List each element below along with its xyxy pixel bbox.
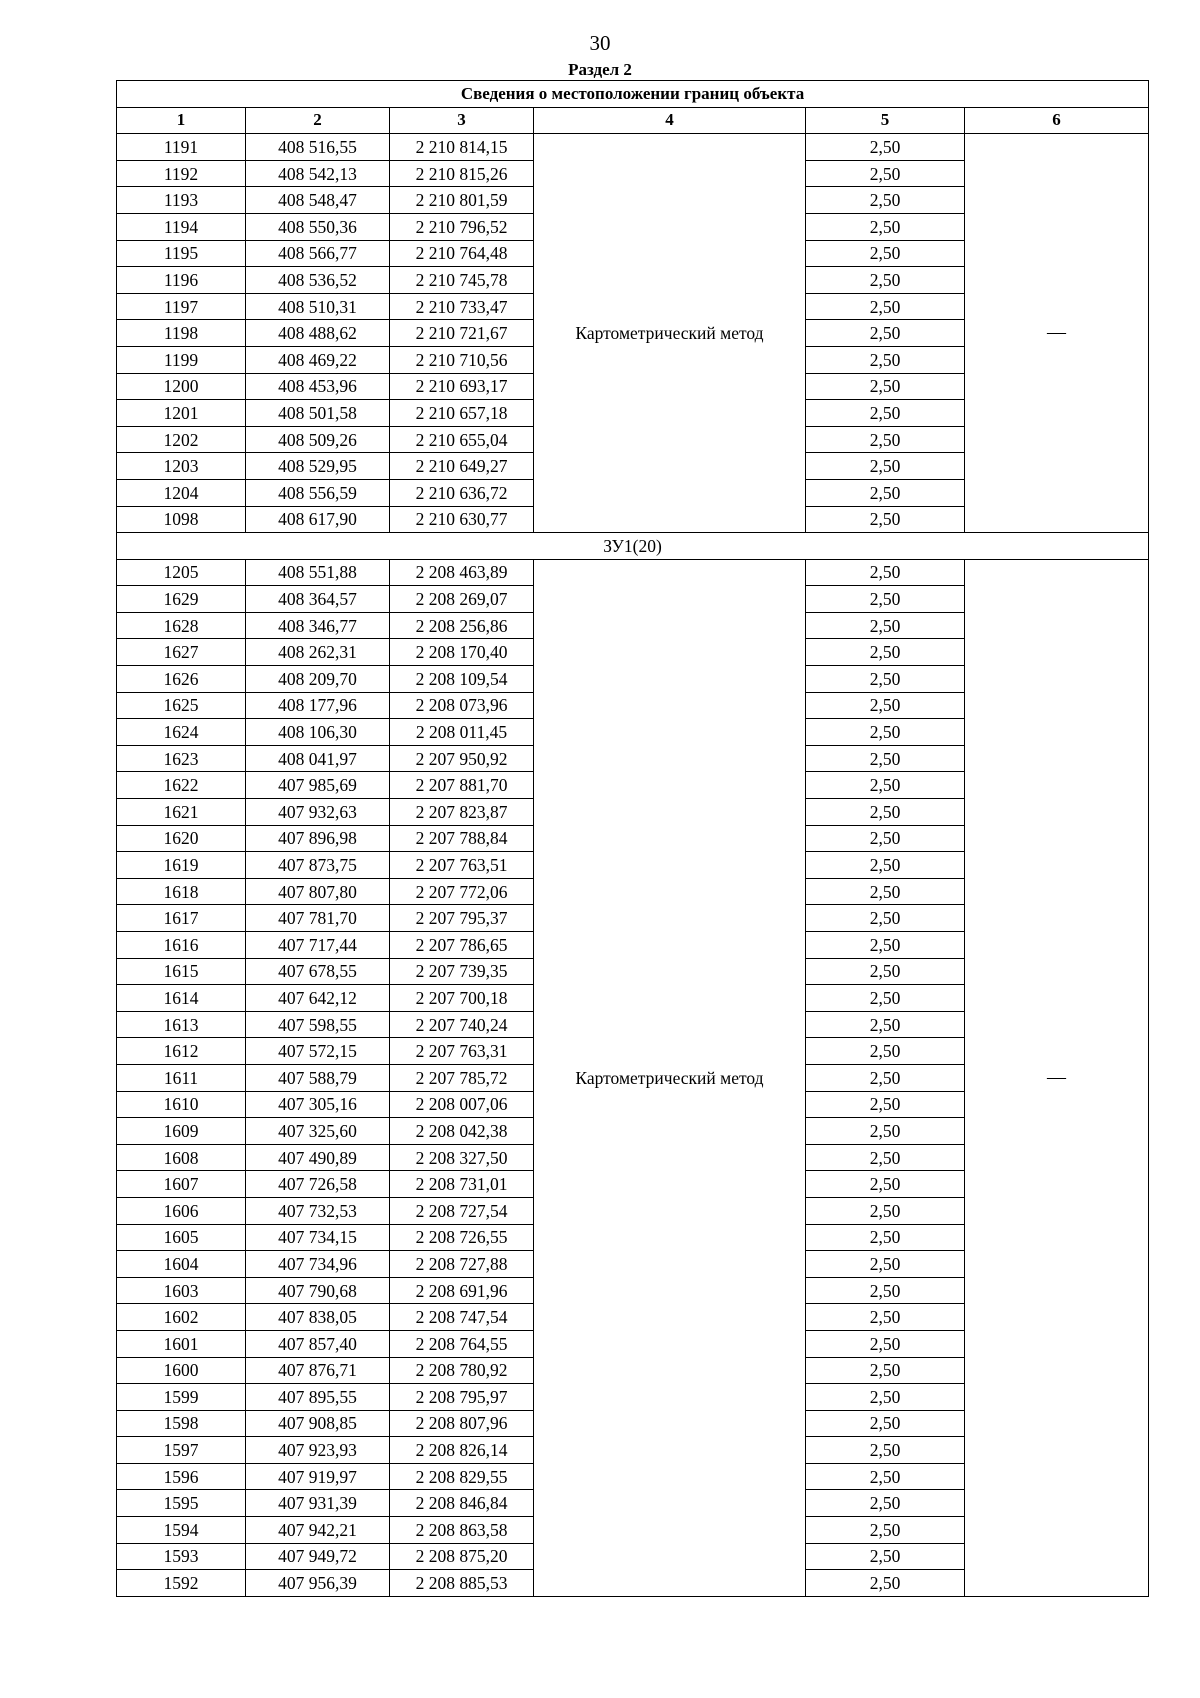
x-coordinate: 408 177,96	[246, 692, 390, 719]
point-number: 1607	[117, 1171, 246, 1198]
x-coordinate: 408 488,62	[246, 320, 390, 347]
point-number: 1202	[117, 426, 246, 453]
point-number: 1611	[117, 1064, 246, 1091]
x-coordinate: 407 838,05	[246, 1304, 390, 1331]
group-label: ЗУ1(20)	[117, 533, 1149, 560]
accuracy-value: 2,50	[806, 187, 965, 214]
point-number: 1609	[117, 1118, 246, 1145]
y-coordinate: 2 208 846,84	[390, 1490, 534, 1517]
point-number: 1624	[117, 719, 246, 746]
accuracy-value: 2,50	[806, 1304, 965, 1331]
point-number: 1197	[117, 293, 246, 320]
y-coordinate: 2 210 630,77	[390, 506, 534, 533]
point-number: 1606	[117, 1197, 246, 1224]
x-coordinate: 407 734,96	[246, 1251, 390, 1278]
y-coordinate: 2 210 693,17	[390, 373, 534, 400]
accuracy-value: 2,50	[806, 559, 965, 586]
point-number: 1196	[117, 267, 246, 294]
x-coordinate: 407 732,53	[246, 1197, 390, 1224]
y-coordinate: 2 207 763,31	[390, 1038, 534, 1065]
accuracy-value: 2,50	[806, 958, 965, 985]
table-header-row	[117, 107, 1149, 134]
y-coordinate: 2 208 007,06	[390, 1091, 534, 1118]
column-header: 1	[117, 107, 246, 134]
point-number: 1199	[117, 346, 246, 373]
y-coordinate: 2 210 721,67	[390, 320, 534, 347]
point-number: 1198	[117, 320, 246, 347]
accuracy-value: 2,50	[806, 1224, 965, 1251]
y-coordinate: 2 207 788,84	[390, 825, 534, 852]
point-number: 1625	[117, 692, 246, 719]
accuracy-value: 2,50	[806, 1091, 965, 1118]
column-header: 5	[806, 107, 965, 134]
y-coordinate: 2 208 170,40	[390, 639, 534, 666]
y-coordinate: 2 210 801,59	[390, 187, 534, 214]
point-number: 1626	[117, 666, 246, 693]
accuracy-value: 2,50	[806, 213, 965, 240]
y-coordinate: 2 207 700,18	[390, 985, 534, 1012]
table-row	[117, 134, 1149, 161]
accuracy-value: 2,50	[806, 719, 965, 746]
accuracy-value: 2,50	[806, 1517, 965, 1544]
y-coordinate: 2 207 739,35	[390, 958, 534, 985]
point-number: 1629	[117, 586, 246, 613]
point-number: 1601	[117, 1330, 246, 1357]
accuracy-value: 2,50	[806, 905, 965, 932]
point-number: 1603	[117, 1277, 246, 1304]
y-coordinate: 2 207 772,06	[390, 878, 534, 905]
point-number: 1191	[117, 134, 246, 161]
y-coordinate: 2 208 829,55	[390, 1463, 534, 1490]
point-number: 1610	[117, 1091, 246, 1118]
accuracy-value: 2,50	[806, 1463, 965, 1490]
y-coordinate: 2 208 875,20	[390, 1543, 534, 1570]
y-coordinate: 2 208 863,58	[390, 1517, 534, 1544]
point-number: 1605	[117, 1224, 246, 1251]
accuracy-value: 2,50	[806, 1171, 965, 1198]
y-coordinate: 2 210 657,18	[390, 400, 534, 427]
x-coordinate: 408 469,22	[246, 346, 390, 373]
x-coordinate: 408 364,57	[246, 586, 390, 613]
x-coordinate: 408 346,77	[246, 612, 390, 639]
x-coordinate: 407 956,39	[246, 1570, 390, 1597]
y-coordinate: 2 210 814,15	[390, 134, 534, 161]
point-number: 1613	[117, 1011, 246, 1038]
accuracy-value: 2,50	[806, 1330, 965, 1357]
point-number: 1620	[117, 825, 246, 852]
y-coordinate: 2 208 256,86	[390, 612, 534, 639]
accuracy-value: 2,50	[806, 745, 965, 772]
point-number: 1204	[117, 479, 246, 506]
x-coordinate: 407 896,98	[246, 825, 390, 852]
accuracy-value: 2,50	[806, 240, 965, 267]
x-coordinate: 408 529,95	[246, 453, 390, 480]
y-coordinate: 2 207 950,92	[390, 745, 534, 772]
x-coordinate: 407 588,79	[246, 1064, 390, 1091]
accuracy-value: 2,50	[806, 1437, 965, 1464]
group-label-row	[117, 533, 1149, 560]
point-number: 1608	[117, 1144, 246, 1171]
point-number: 1617	[117, 905, 246, 932]
page-number: 30	[589, 31, 611, 55]
x-coordinate: 408 453,96	[246, 373, 390, 400]
accuracy-value: 2,50	[806, 1251, 965, 1278]
accuracy-value: 2,50	[806, 426, 965, 453]
y-coordinate: 2 208 727,88	[390, 1251, 534, 1278]
x-coordinate: 407 726,58	[246, 1171, 390, 1198]
y-coordinate: 2 208 885,53	[390, 1570, 534, 1597]
accuracy-value: 2,50	[806, 373, 965, 400]
accuracy-value: 2,50	[806, 134, 965, 161]
point-number: 1193	[117, 187, 246, 214]
accuracy-value: 2,50	[806, 932, 965, 959]
accuracy-value: 2,50	[806, 453, 965, 480]
point-number: 1594	[117, 1517, 246, 1544]
section-title: Раздел 2	[568, 60, 632, 79]
x-coordinate: 408 510,31	[246, 293, 390, 320]
column-header: 3	[390, 107, 534, 134]
x-coordinate: 407 598,55	[246, 1011, 390, 1038]
point-number: 1619	[117, 852, 246, 879]
x-coordinate: 407 572,15	[246, 1038, 390, 1065]
x-coordinate: 407 932,63	[246, 799, 390, 826]
point-number: 1205	[117, 559, 246, 586]
accuracy-value: 2,50	[806, 1490, 965, 1517]
accuracy-value: 2,50	[806, 1277, 965, 1304]
x-coordinate: 408 542,13	[246, 160, 390, 187]
point-number: 1627	[117, 639, 246, 666]
accuracy-value: 2,50	[806, 267, 965, 294]
point-number: 1593	[117, 1543, 246, 1570]
accuracy-value: 2,50	[806, 666, 965, 693]
y-coordinate: 2 208 463,89	[390, 559, 534, 586]
column-6-cell: —	[965, 559, 1149, 1596]
y-coordinate: 2 210 764,48	[390, 240, 534, 267]
accuracy-value: 2,50	[806, 1144, 965, 1171]
y-coordinate: 2 210 796,52	[390, 213, 534, 240]
point-number: 1592	[117, 1570, 246, 1597]
accuracy-value: 2,50	[806, 1410, 965, 1437]
point-number: 1615	[117, 958, 246, 985]
x-coordinate: 407 942,21	[246, 1517, 390, 1544]
y-coordinate: 2 210 815,26	[390, 160, 534, 187]
point-number: 1201	[117, 400, 246, 427]
y-coordinate: 2 208 807,96	[390, 1410, 534, 1437]
y-coordinate: 2 208 731,01	[390, 1171, 534, 1198]
accuracy-value: 2,50	[806, 1384, 965, 1411]
point-number: 1602	[117, 1304, 246, 1331]
accuracy-value: 2,50	[806, 320, 965, 347]
x-coordinate: 408 509,26	[246, 426, 390, 453]
point-number: 1612	[117, 1038, 246, 1065]
point-number: 1614	[117, 985, 246, 1012]
table-caption-row	[117, 81, 1149, 108]
accuracy-value: 2,50	[806, 985, 965, 1012]
y-coordinate: 2 208 826,14	[390, 1437, 534, 1464]
x-coordinate: 407 949,72	[246, 1543, 390, 1570]
accuracy-value: 2,50	[806, 799, 965, 826]
y-coordinate: 2 208 109,54	[390, 666, 534, 693]
accuracy-value: 2,50	[806, 1197, 965, 1224]
x-coordinate: 408 501,58	[246, 400, 390, 427]
y-coordinate: 2 210 655,04	[390, 426, 534, 453]
x-coordinate: 407 781,70	[246, 905, 390, 932]
accuracy-value: 2,50	[806, 852, 965, 879]
x-coordinate: 407 857,40	[246, 1330, 390, 1357]
point-number: 1599	[117, 1384, 246, 1411]
y-coordinate: 2 208 727,54	[390, 1197, 534, 1224]
y-coordinate: 2 207 795,37	[390, 905, 534, 932]
y-coordinate: 2 207 823,87	[390, 799, 534, 826]
accuracy-value: 2,50	[806, 878, 965, 905]
x-coordinate: 407 895,55	[246, 1384, 390, 1411]
point-number: 1604	[117, 1251, 246, 1278]
y-coordinate: 2 210 649,27	[390, 453, 534, 480]
point-number: 1203	[117, 453, 246, 480]
point-number: 1621	[117, 799, 246, 826]
x-coordinate: 407 908,85	[246, 1410, 390, 1437]
column-header: 4	[534, 107, 806, 134]
x-coordinate: 407 873,75	[246, 852, 390, 879]
x-coordinate: 408 617,90	[246, 506, 390, 533]
accuracy-value: 2,50	[806, 825, 965, 852]
y-coordinate: 2 208 269,07	[390, 586, 534, 613]
x-coordinate: 408 106,30	[246, 719, 390, 746]
accuracy-value: 2,50	[806, 612, 965, 639]
point-number: 1600	[117, 1357, 246, 1384]
point-number: 1628	[117, 612, 246, 639]
y-coordinate: 2 210 710,56	[390, 346, 534, 373]
y-coordinate: 2 210 636,72	[390, 479, 534, 506]
accuracy-value: 2,50	[806, 1118, 965, 1145]
x-coordinate: 407 717,44	[246, 932, 390, 959]
x-coordinate: 408 536,52	[246, 267, 390, 294]
y-coordinate: 2 208 747,54	[390, 1304, 534, 1331]
table-row	[117, 559, 1149, 586]
point-number: 1622	[117, 772, 246, 799]
x-coordinate: 408 550,36	[246, 213, 390, 240]
point-number: 1192	[117, 160, 246, 187]
y-coordinate: 2 210 745,78	[390, 267, 534, 294]
accuracy-value: 2,50	[806, 1543, 965, 1570]
y-coordinate: 2 207 785,72	[390, 1064, 534, 1091]
x-coordinate: 408 556,59	[246, 479, 390, 506]
y-coordinate: 2 208 795,97	[390, 1384, 534, 1411]
accuracy-value: 2,50	[806, 1038, 965, 1065]
point-number: 1618	[117, 878, 246, 905]
method-cell: Картометрический метод	[534, 559, 806, 1596]
boundary-coordinates-table	[116, 80, 1149, 1597]
y-coordinate: 2 208 042,38	[390, 1118, 534, 1145]
point-number: 1598	[117, 1410, 246, 1437]
x-coordinate: 408 209,70	[246, 666, 390, 693]
column-6-cell: —	[965, 134, 1149, 533]
y-coordinate: 2 208 691,96	[390, 1277, 534, 1304]
y-coordinate: 2 208 073,96	[390, 692, 534, 719]
y-coordinate: 2 208 780,92	[390, 1357, 534, 1384]
y-coordinate: 2 207 786,65	[390, 932, 534, 959]
accuracy-value: 2,50	[806, 293, 965, 320]
accuracy-value: 2,50	[806, 160, 965, 187]
x-coordinate: 408 262,31	[246, 639, 390, 666]
accuracy-value: 2,50	[806, 479, 965, 506]
accuracy-value: 2,50	[806, 1011, 965, 1038]
y-coordinate: 2 207 740,24	[390, 1011, 534, 1038]
x-coordinate: 408 516,55	[246, 134, 390, 161]
accuracy-value: 2,50	[806, 1570, 965, 1597]
x-coordinate: 407 490,89	[246, 1144, 390, 1171]
x-coordinate: 407 923,93	[246, 1437, 390, 1464]
column-header: 6	[965, 107, 1149, 134]
accuracy-value: 2,50	[806, 1064, 965, 1091]
x-coordinate: 407 642,12	[246, 985, 390, 1012]
accuracy-value: 2,50	[806, 639, 965, 666]
x-coordinate: 407 807,80	[246, 878, 390, 905]
x-coordinate: 407 305,16	[246, 1091, 390, 1118]
x-coordinate: 408 548,47	[246, 187, 390, 214]
y-coordinate: 2 208 726,55	[390, 1224, 534, 1251]
x-coordinate: 407 931,39	[246, 1490, 390, 1517]
point-number: 1200	[117, 373, 246, 400]
point-number: 1098	[117, 506, 246, 533]
point-number: 1195	[117, 240, 246, 267]
method-cell: Картометрический метод	[534, 134, 806, 533]
accuracy-value: 2,50	[806, 400, 965, 427]
accuracy-value: 2,50	[806, 1357, 965, 1384]
x-coordinate: 407 876,71	[246, 1357, 390, 1384]
x-coordinate: 408 551,88	[246, 559, 390, 586]
x-coordinate: 408 566,77	[246, 240, 390, 267]
x-coordinate: 407 325,60	[246, 1118, 390, 1145]
table-caption: Сведения о местоположении границ объекта	[117, 81, 1149, 108]
y-coordinate: 2 210 733,47	[390, 293, 534, 320]
x-coordinate: 407 790,68	[246, 1277, 390, 1304]
y-coordinate: 2 207 763,51	[390, 852, 534, 879]
accuracy-value: 2,50	[806, 586, 965, 613]
point-number: 1194	[117, 213, 246, 240]
y-coordinate: 2 208 327,50	[390, 1144, 534, 1171]
point-number: 1596	[117, 1463, 246, 1490]
point-number: 1597	[117, 1437, 246, 1464]
point-number: 1595	[117, 1490, 246, 1517]
column-header: 2	[246, 107, 390, 134]
x-coordinate: 407 734,15	[246, 1224, 390, 1251]
y-coordinate: 2 207 881,70	[390, 772, 534, 799]
x-coordinate: 407 919,97	[246, 1463, 390, 1490]
x-coordinate: 407 678,55	[246, 958, 390, 985]
accuracy-value: 2,50	[806, 346, 965, 373]
table-body	[117, 134, 1149, 1597]
x-coordinate: 408 041,97	[246, 745, 390, 772]
accuracy-value: 2,50	[806, 506, 965, 533]
y-coordinate: 2 208 011,45	[390, 719, 534, 746]
accuracy-value: 2,50	[806, 692, 965, 719]
y-coordinate: 2 208 764,55	[390, 1330, 534, 1357]
point-number: 1623	[117, 745, 246, 772]
x-coordinate: 407 985,69	[246, 772, 390, 799]
point-number: 1616	[117, 932, 246, 959]
accuracy-value: 2,50	[806, 772, 965, 799]
